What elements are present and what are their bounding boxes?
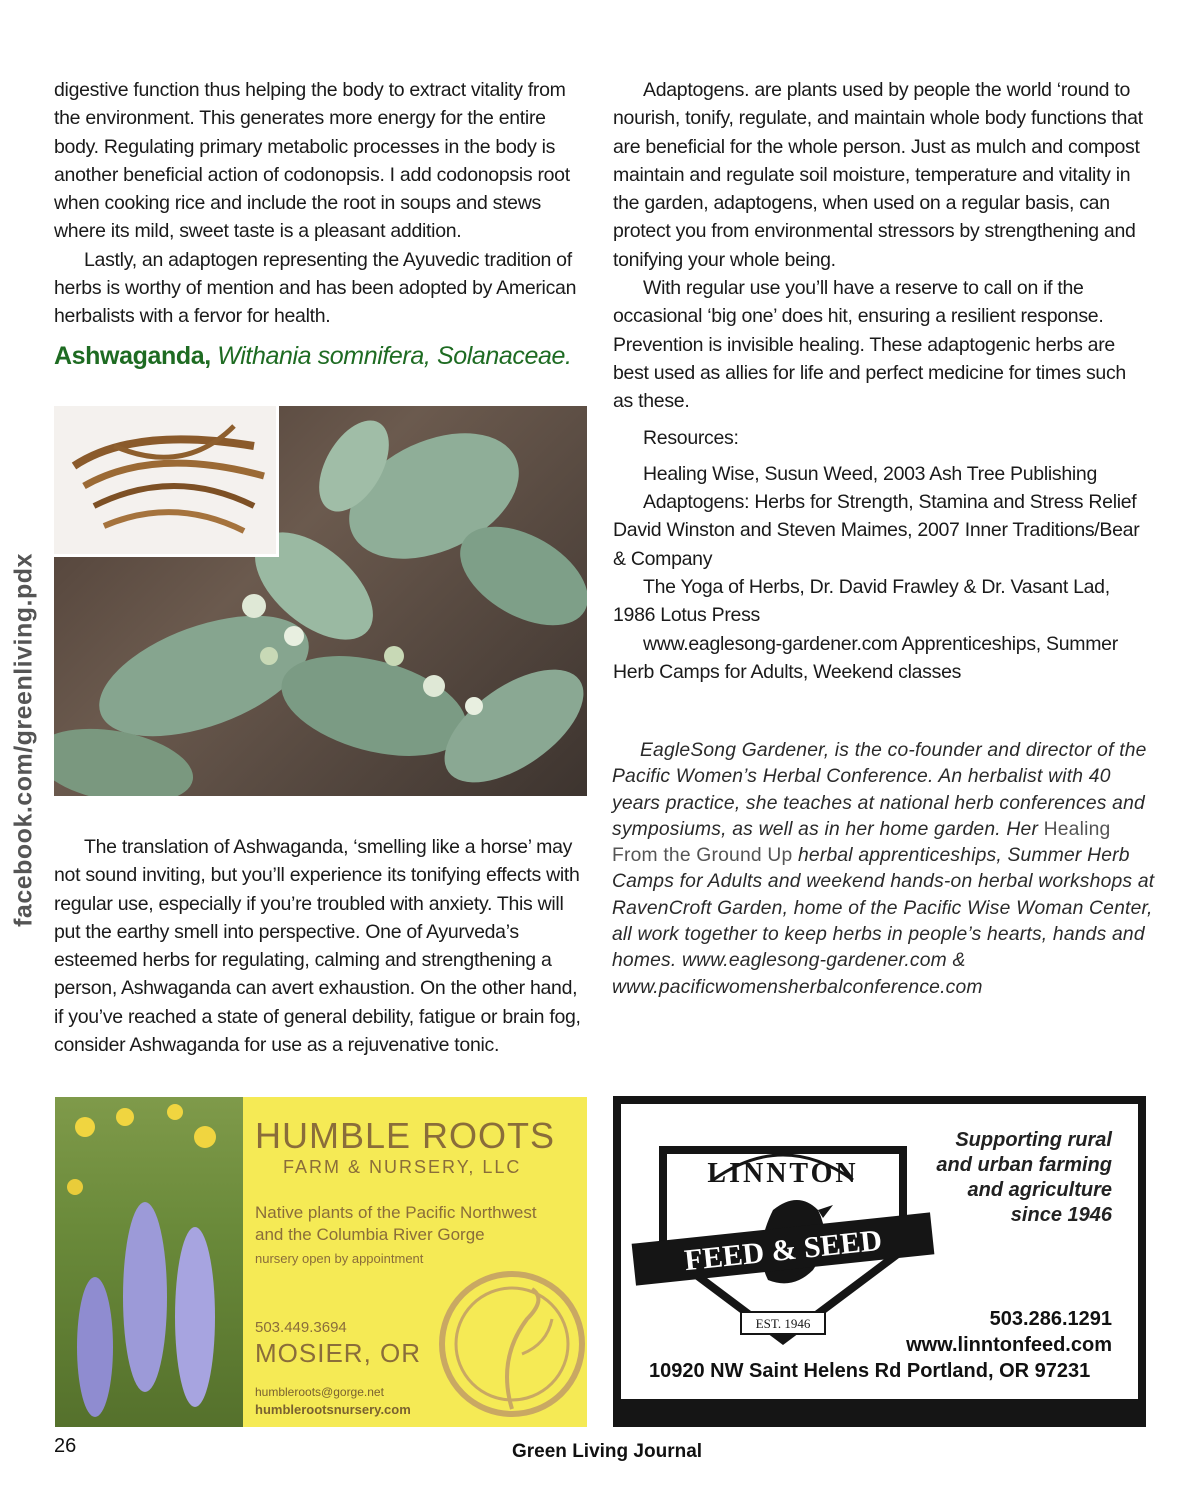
humble-roots-email: humbleroots@gorge.net <box>255 1385 384 1399</box>
resource-item: The Yoga of Herbs, Dr. David Frawley & Dr. Vasant Lad, 1986 Lotus Press <box>613 576 1110 627</box>
linnton-logo-icon <box>623 1110 943 1370</box>
paragraph: With regular use you’ll have a reserve to call on if the occasional ‘big one’ does hit, ensuring a resilient response. Prevention is invisible healing. These adaptogenic herbs are best used as allies for life and perfect medicine for times such as these. <box>613 277 1126 413</box>
paragraph: The translation of Ashwaganda, ‘smelling like a horse’ may not sound inviting, but you’ll experience its tonifying effects with regular use, especially if you’re troubled with anxiety. This will put the earthy smell into perspective. One of Ayurveda’s esteemed herbs for regulating, calming and strengthening a person, Ashwaganda can avert exhaustion. On the other hand, if you’ve reached a state of general debility, fatigue or brain fog, consider Ashwaganda for use as a rejuvenative tonic. <box>54 836 581 1057</box>
lupine-illustration <box>55 1097 243 1427</box>
humble-roots-appointment: nursery open by appointment <box>255 1251 424 1266</box>
page-number: 26 <box>54 1435 77 1457</box>
linnton-phone: 503.286.1291 <box>989 1308 1112 1330</box>
herb-name: Ashwaganda, <box>54 342 211 370</box>
humble-roots-subtitle: FARM & NURSERY, LLC <box>283 1157 522 1177</box>
humble-roots-line2: and the Columbia River Gorge <box>255 1225 485 1244</box>
humble-roots-city: MOSIER, OR <box>255 1338 422 1368</box>
humble-roots-web: humblerootsnursery.com <box>255 1402 411 1417</box>
linnton-est: EST. 1946 <box>755 1316 811 1331</box>
tagline-line: and urban farming <box>936 1154 1112 1176</box>
lupine-photo <box>55 1097 243 1427</box>
herb-latin-name: Withania somnifera, Solanaceae. <box>217 342 572 370</box>
humble-roots-logo-icon <box>437 1259 587 1427</box>
linnton-feed-ad <box>613 1096 1146 1427</box>
humble-roots-title: HUMBLE ROOTS <box>255 1115 556 1156</box>
humble-roots-line1: Native plants of the Pacific Northwest <box>255 1203 537 1222</box>
tagline-line: since 1946 <box>1010 1204 1112 1226</box>
linnton-logo-banner: FEED & SEED <box>682 1223 884 1278</box>
resource-item: www.eaglesong-gardener.com Apprenticeships, Summer Herb Camps for Adults, Weekend classes <box>613 632 1118 683</box>
resource-item: Healing Wise, Susun Weed, 2003 Ash Tree Publishing <box>643 462 1098 485</box>
herb-heading <box>54 342 572 371</box>
left-column-top <box>54 76 586 331</box>
side-url <box>4 553 44 927</box>
tagline-line: and agriculture <box>967 1179 1112 1201</box>
left-column-bottom <box>54 833 586 1059</box>
humble-roots-phone: 503.449.3694 <box>255 1319 347 1336</box>
linnton-logo-top: LINNTON <box>707 1158 859 1189</box>
paragraph: Adaptogens. are plants used by people the world ‘round to nourish, tonify, regulate, and maintain whole body functions that are beneficial for the whole person. Just as mulch and compost maintain and regulate soil moisture, temperature and vitality in the garden, adaptogens, when used on a regular basis, can protect you from environmental stressors by strengthening and tonifying your whole being. <box>613 79 1143 271</box>
linnton-address: 10920 NW Saint Helens Rd Portland, OR 97231 <box>649 1360 1091 1382</box>
paragraph: Lastly, an adaptogen representing the Ayuvedic tradition of herbs is worthy of mention and has been adopted by American herbalists with a fervor for health. <box>54 248 577 328</box>
journal-name: Green Living Journal <box>512 1441 703 1462</box>
bio-part2: herbal apprenticeships, Summer Herb Camps for Adults and weekend hands-on herbal workshops at RavenCroft Garden, home of the Pacific Wise Woman Center, all work together to keep herbs in people’s hearts, hands and homes. www.eaglesong-gardener.com & www.pacificwomensherbalconference.com <box>612 845 1155 998</box>
linnton-tagline <box>936 1128 1112 1228</box>
tagline-line: Supporting rural <box>955 1129 1112 1151</box>
roots-inset-photo <box>54 406 279 557</box>
humble-roots-ad <box>55 1097 587 1427</box>
side-url-text: facebook.com/greenliving.pdx <box>9 553 38 927</box>
resources-label: Resources: <box>643 426 739 449</box>
resource-item: Adaptogens: Herbs for Strength, Stamina and Stress Relief David Winston and Steven Maimes, 2007 Inner Traditions/Bear & Company <box>613 491 1140 570</box>
roots-illustration <box>54 406 276 554</box>
paragraph: digestive function thus helping the body to extract vitality from the environment. This generates more energy for the entire body. Regulating primary metabolic processes in the body is another beneficial action of codonopsis. I add codonopsis root when cooking rice and include the root in soups and stews where its mild, sweet taste is a pleasant addition. <box>54 79 570 243</box>
linnton-web: www.linntonfeed.com <box>906 1334 1112 1356</box>
author-bio <box>612 738 1157 1001</box>
right-column <box>613 76 1151 686</box>
ashwaganda-photo <box>54 406 587 796</box>
bio-title: Healing From the Ground Up <box>612 818 1111 867</box>
bio-part1: EagleSong Gardener, is the co-founder and director of the Pacific Women’s Herbal Conference. An herbalist with 40 years practice, she teaches at national herb conferences and symposiums, as well as in her home garden. Her <box>612 740 1147 840</box>
